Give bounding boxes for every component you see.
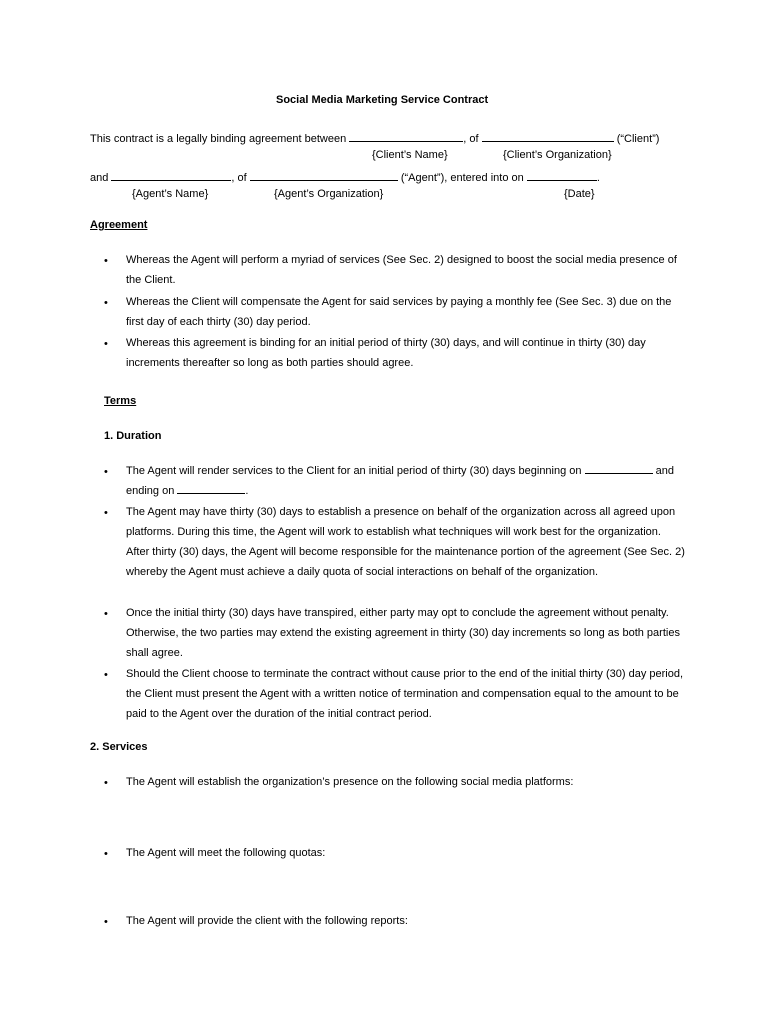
agreement-heading: Agreement	[90, 219, 148, 231]
client-name-blank[interactable]	[349, 130, 463, 142]
duration-item-3: Once the initial thirty (30) days have transpired, either party may opt to conclude the agreement without penalty. Otherwise, the two parties may extend the existing agreement in thirty (30) day increments so long as both parties shall agree.	[126, 607, 680, 659]
bullet-icon: •	[104, 916, 108, 928]
agreement-item-3: Whereas this agreement is binding for an initial period of thirty (30) days, and will continue in thirty (30) day increments thereafter so long as both parties should agree.	[126, 337, 646, 369]
document-title: Social Media Marketing Service Contract	[276, 94, 489, 106]
agreement-item-1: Whereas the Agent will perform a myriad of services (See Sec. 2) designed to boost the social media presence of the Client.	[126, 254, 677, 286]
duration-heading: 1. Duration	[104, 430, 162, 442]
intro-line1-of: , of	[463, 133, 479, 145]
services-heading: 2. Services	[90, 741, 148, 753]
date-blank[interactable]	[527, 169, 597, 181]
bullet-icon: •	[104, 297, 108, 309]
intro-line2-end: .	[596, 172, 600, 184]
duration-item-2: The Agent may have thirty (30) days to establish a presence on behalf of the organization across all agreed upon platforms. During this time, the Agent will work to establish what techniques will work best for the organization. After thirty (30) days, the Agent will become responsible for the maintenance portion of the agreement (See Sec. 2) whereby the Agent must achieve a daily quota of social interactions on behalf of the organization.	[126, 506, 685, 578]
terms-heading: Terms	[104, 395, 137, 407]
start-date-blank[interactable]	[585, 462, 653, 474]
duration-item1-text-a: The Agent will render services to the Client for an initial period of thirty (30) days beginning on	[126, 465, 582, 477]
end-date-blank[interactable]	[177, 482, 245, 494]
bullet-icon: •	[104, 507, 108, 519]
agreement-item-2: Whereas the Client will compensate the Agent for said services by paying a monthly fee (See Sec. 3) due on the first day of each thirty (30) day period.	[126, 296, 672, 328]
services-item-3: The Agent will provide the client with the following reports:	[126, 915, 408, 927]
intro-line1-prefix: This contract is a legally binding agreement between	[90, 133, 347, 145]
bullet-icon: •	[104, 608, 108, 620]
duration-item1-text-b: and ending on	[126, 465, 675, 497]
duration-item1-text-c: .	[245, 485, 249, 497]
intro-line2-prefix: and	[90, 172, 109, 184]
services-item-2: The Agent will meet the following quotas:	[126, 847, 326, 859]
client-org-blank[interactable]	[482, 130, 614, 142]
services-item-1: The Agent will establish the organization’s presence on the following social media platforms:	[126, 776, 574, 788]
intro-line1-suffix: (“Client”)	[616, 133, 660, 145]
label-agent-name: {Agent’s Name}	[132, 188, 209, 200]
agent-org-blank[interactable]	[250, 169, 398, 181]
intro-line-2	[90, 169, 600, 184]
duration-item-4: Should the Client choose to terminate the contract without cause prior to the end of the initial thirty (30) day period, the Client must present the Agent with a written notice of termination and compensation equal to the amount to be paid to the Agent over the duration of the initial contract period.	[126, 668, 684, 720]
bullet-icon: •	[104, 338, 108, 350]
intro-line-1	[90, 130, 659, 145]
bullet-icon: •	[104, 777, 108, 789]
duration-item-1	[126, 461, 686, 501]
label-client-org: {Client’s Organization}	[503, 149, 612, 161]
label-date: {Date}	[564, 188, 595, 200]
bullet-icon: •	[104, 848, 108, 860]
intro-line2-of: , of	[231, 172, 247, 184]
agent-name-blank[interactable]	[111, 169, 231, 181]
label-client-name: {Client’s Name}	[372, 149, 448, 161]
bullet-icon: •	[104, 466, 108, 478]
bullet-icon: •	[104, 669, 108, 681]
bullet-icon: •	[104, 255, 108, 267]
label-agent-org: {Agent’s Organization}	[274, 188, 384, 200]
intro-line2-suffix: (“Agent”), entered into on	[400, 172, 524, 184]
